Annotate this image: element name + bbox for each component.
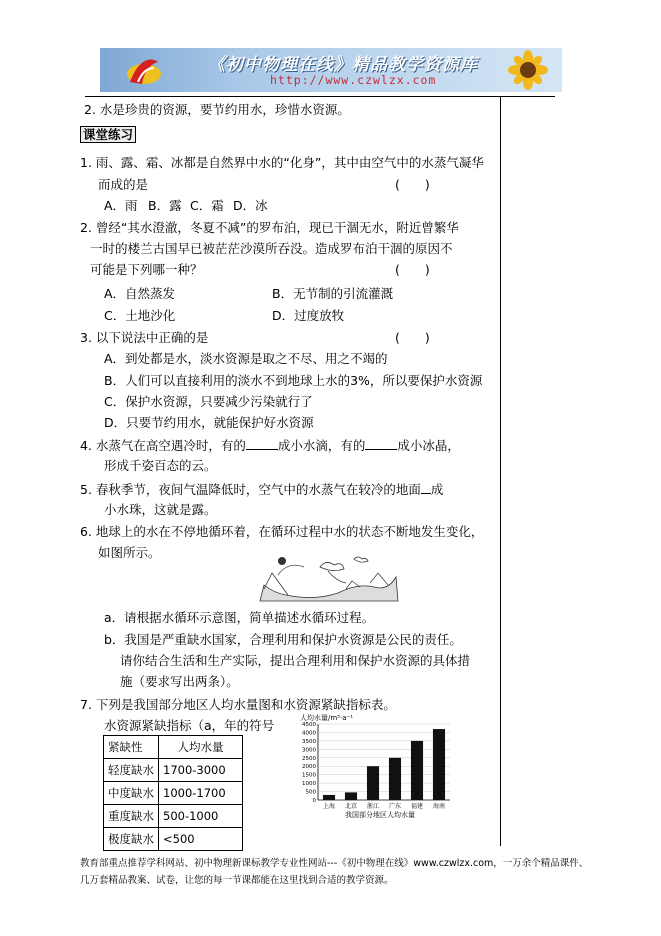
chart-y-tick-label: 2000 [302,764,316,771]
q2-option-b: B．无节制的引流灌溉 [272,286,394,301]
q1-option-d: D．冰 [233,198,268,213]
q4-line2: 形成千姿百态的云。 [104,458,217,473]
margin-line [500,96,501,846]
footer-line1: 教育部重点推荐学科网站、初中物理新课标教学专业性网站---《初中物理在线》www.czwlzx.com，一万余个精品课件、 [80,858,589,869]
chart-bar [345,792,357,800]
logo-icon [124,52,164,88]
table-cell: 500-1000 [159,805,243,828]
sunflower-icon [498,50,558,90]
q6-b3: 施（要求写出两条）。 [120,674,239,689]
q4-blank-2[interactable] [365,437,397,450]
q6-b2: 请你结合生活和生产实际，提出合理利用和保护水资源的具体措 [120,653,471,668]
q5-blank[interactable] [421,481,431,494]
table-cell: <500 [159,828,243,851]
q1-line1: 1. 雨、露、霜、冰都是自然界中水的“化身”，其中由空气中的水蒸气凝华 [80,155,484,170]
table-cell: 极度缺水 [104,828,159,851]
chart-x-tick-label: 浙江 [366,803,380,810]
q6-b: b．我国是严重缺水国家，合理利用和保护水资源是公民的责任。 [104,632,462,647]
chart-bar [411,741,423,800]
q1-paren: ( ) [395,177,430,192]
q5-part2: 成 [430,482,444,497]
q4-blank-1[interactable] [246,437,278,450]
q5-line2: 小水珠，这就是露。 [104,502,217,517]
q6-line2: 如图所示。 [98,545,161,560]
chart-y-tick-label: 2500 [302,755,316,762]
table-header-cell: 紧缺性 [104,736,159,759]
table-cell: 中度缺水 [104,782,159,805]
table-row [104,759,243,782]
q2-option-a: A．自然蒸发 [104,286,176,301]
banner-url[interactable]: http://www.czwlzx.com [270,73,437,87]
chart-x-tick-label: 广东 [388,803,402,810]
chart-y-tick-label: 4500 [302,722,316,728]
table-caption: 水资源紧缺指标（a，年的符号 [104,718,275,733]
table-cell: 1700-3000 [159,759,243,782]
q1-line2: 而成的是 [98,177,149,192]
q2-line3: 可能是下列哪一种？ [90,262,203,277]
q3-option-b: B．人们可以直接利用的淡水不到地球上水的3%，所以要保护水资源 [104,373,483,388]
chart-y-tick-label: 4000 [302,730,316,737]
q7-line1: 7. 下列是我国部分地区人均水量图和水资源紧缺指标表。 [80,697,396,712]
chart-x-tick-label: 福建 [410,803,424,810]
table-header-cell: 人均水量 [159,736,243,759]
q6-a: a．请根据水循环示意图，简单描述水循环过程。 [104,610,375,625]
q2-paren: ( ) [395,262,430,277]
chart-bar [433,729,445,800]
chart-bar [367,766,379,800]
table-row [104,828,243,851]
chart-title: 我国部分地区人均水量 [345,811,415,819]
q3-option-d: D．只要节约用水，就能保护好水资源 [104,415,314,430]
chart-y-tick-label: 1500 [302,772,316,779]
q2-option-d: D．过度放牧 [272,308,345,323]
chart-y-tick-label: 500 [305,789,316,796]
q2-option-c: C．土地沙化 [104,308,176,323]
q3-paren: ( ) [395,330,430,345]
banner-title: 《初中物理在线》精品教学资源库 [208,55,478,75]
chart-x-tick-label: 上海 [322,803,336,810]
chart-y-tick-label: 1000 [302,781,316,788]
shortage-index-table [103,735,243,851]
q3-line1: 3. 以下说法中正确的是 [80,330,209,345]
q3-option-c: C．保护水资源，只要减少污染就行了 [104,394,313,409]
q5-line1 [80,481,443,498]
q4-part3: 成小冰晶， [397,438,460,453]
section-label: 课堂练习 [80,126,136,143]
q1-option-b: B．露 [148,198,182,213]
q4-part1: 4. 水蒸气在高空遇冷时，有的 [80,438,246,453]
chart-x-tick-label: 北京 [344,803,358,810]
chart-x-tick-label: 海南 [432,803,446,810]
header-rule [85,96,555,97]
q2-line2: 一时的楼兰古国早已被茫茫沙漠所吞没。造成罗布泊干涸的原因不 [90,241,453,256]
table-header-row [104,736,243,759]
q2-line1: 2. 曾经“其水澄澈，冬夏不减”的罗布泊，现已干涸无水，附近曾繁华 [80,220,459,235]
q4-line1 [80,437,460,454]
q1-option-c: C．霜 [190,198,224,213]
table-row [104,805,243,828]
chart-y-tick-label: 3500 [302,738,316,745]
per-capita-water-chart [296,712,456,820]
q5-part1: 5. 春秋季节，夜间气温降低时，空气中的水蒸气在较冷的地面 [80,482,421,497]
sun-icon [278,557,286,565]
footer-line2: 几万套精品教案、试卷，让您的每一节课都能在这里找到合适的教学资源。 [80,875,394,886]
chart-ylabel: 人均水量/m³·a⁻¹ [300,714,353,722]
table-row [104,782,243,805]
chart-y-tick-label: 3000 [302,747,316,754]
q1-option-a: A．雨 [104,198,138,213]
header-banner [100,48,562,92]
intro-line: 2. 水是珍贵的资源，要节约用水，珍惜水资源。 [84,102,350,117]
water-cycle-diagram [258,555,400,603]
q3-option-a: A．到处都是水，淡水资源是取之不尽、用之不竭的 [104,351,388,366]
q6-line1: 6. 地球上的水在不停地循环着，在循环过程中水的状态不断地发生变化， [80,524,484,539]
chart-bar [323,795,335,800]
chart-bar [389,758,401,800]
chart-y-tick-label: 0 [312,798,316,804]
table-cell: 轻度缺水 [104,759,159,782]
table-cell: 1000-1700 [159,782,243,805]
table-cell: 重度缺水 [104,805,159,828]
q4-part2: 成小水滴，有的 [277,438,366,453]
cloud-icon [320,562,344,570]
